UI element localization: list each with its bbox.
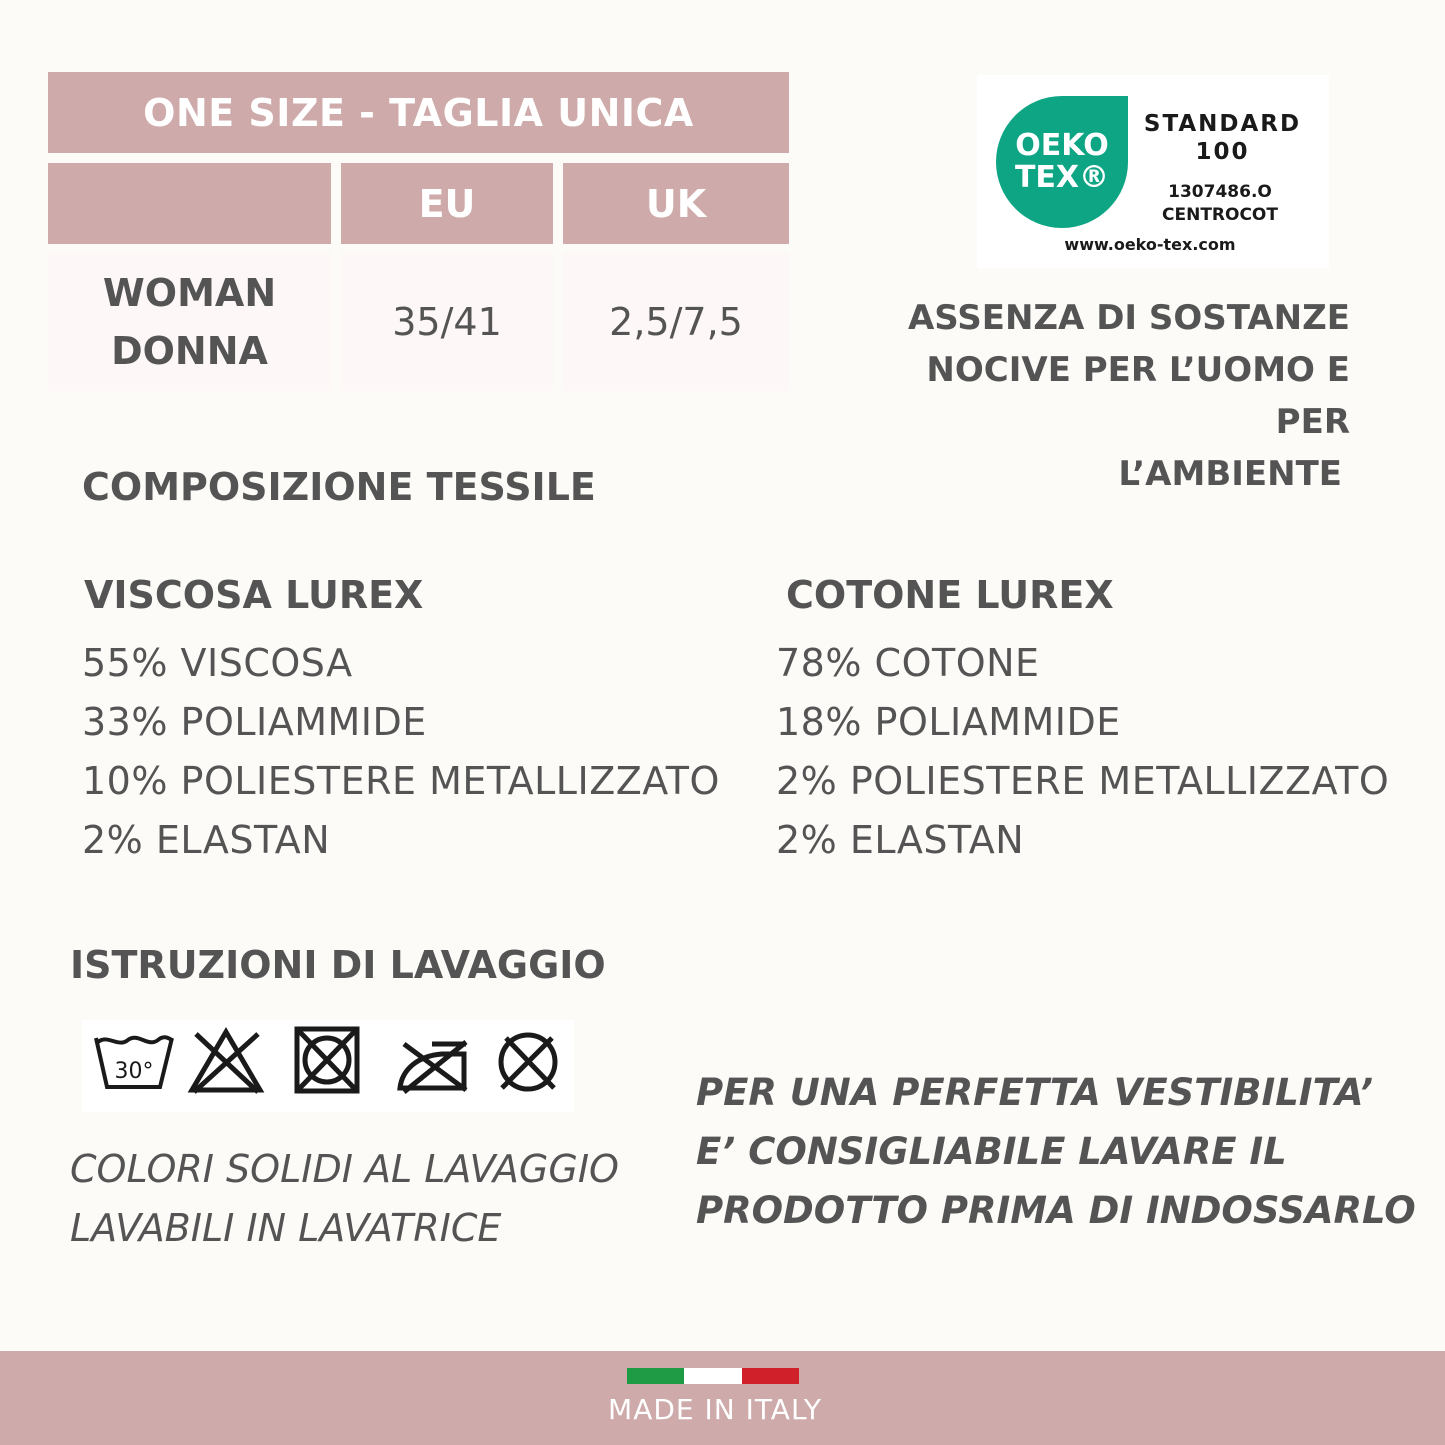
size-table-row-label [48, 253, 331, 391]
flag-white-stripe [684, 1368, 741, 1384]
no-bleach-icon [192, 1032, 260, 1092]
italy-flag-icon [627, 1368, 799, 1384]
viscosa-item: 2% ELASTAN [82, 818, 331, 862]
oeko-tex-logo [996, 96, 1128, 228]
cotone-list [776, 634, 1389, 870]
size-table-uk-value: 2,5/7,5 [563, 253, 789, 391]
cotone-item: 2% ELASTAN [776, 818, 1025, 862]
oeko-cert-number: 1307486.O [1168, 182, 1272, 202]
care-symbols [82, 1020, 574, 1112]
size-table-eu-value: 35/41 [341, 253, 553, 391]
washing-heading: ISTRUZIONI DI LAVAGGIO [70, 943, 606, 987]
flag-green-stripe [627, 1368, 684, 1384]
oeko-description [880, 292, 1350, 500]
size-table-corner-cell [48, 163, 331, 244]
oeko-institute: CENTROCOT [1162, 205, 1278, 225]
row-label-woman: WOMAN [102, 271, 277, 315]
fit-line2: E’ CONSIGLIABILE LAVARE IL [696, 1130, 1287, 1173]
viscosa-item: 10% POLIESTERE METALLIZZATO [82, 759, 720, 803]
no-dry-clean-icon [501, 1035, 555, 1089]
oeko-desc-line2: NOCIVE PER L’UOMO E PER [926, 350, 1350, 442]
cotone-item: 2% POLIESTERE METALLIZZATO [776, 759, 1390, 803]
oeko-certificate [1135, 181, 1305, 227]
made-in-italy: MADE IN ITALY [608, 1393, 822, 1426]
cotone-item: 18% POLIAMMIDE [776, 700, 1121, 744]
size-table-header-eu: EU [341, 163, 553, 244]
wash-temperature: 30° [114, 1059, 154, 1084]
washing-note-line1: COLORI SOLIDI AL LAVAGGIO [70, 1147, 619, 1191]
flag-red-stripe [742, 1368, 799, 1384]
viscosa-list [82, 634, 720, 870]
composition-heading: COMPOSIZIONE TESSILE [82, 465, 596, 509]
row-label-donna: DONNA [111, 329, 268, 373]
fit-recommendation [696, 1063, 1416, 1240]
viscosa-title: VISCOSA LUREX [84, 573, 424, 617]
oeko-standard [1135, 110, 1310, 166]
washing-note-line2: LAVABILI IN LAVATRICE [70, 1206, 502, 1250]
cotone-title: COTONE LUREX [786, 573, 1114, 617]
washing-note [70, 1140, 619, 1258]
no-tumble-dry-icon [297, 1029, 357, 1091]
cotone-item: 78% COTONE [776, 641, 1040, 685]
size-table-header-uk: UK [563, 163, 789, 244]
oeko-desc-line1: ASSENZA DI SOSTANZE [907, 298, 1350, 338]
fit-line1: PER UNA PERFETTA VESTIBILITA’ [696, 1071, 1374, 1114]
oeko-url: www.oeko-tex.com [1064, 235, 1236, 254]
viscosa-item: 33% POLIAMMIDE [82, 700, 427, 744]
oeko-standard-line2: 100 [1195, 139, 1250, 165]
viscosa-item: 55% VISCOSA [82, 641, 353, 685]
oeko-logo-line2: TEX® [1014, 160, 1110, 195]
oeko-standard-line1: STANDARD [1143, 111, 1302, 137]
wash-30-icon [96, 1037, 172, 1087]
size-table-title: ONE SIZE - TAGLIA UNICA [48, 72, 789, 153]
oeko-desc-line3: L’AMBIENTE [1118, 454, 1342, 494]
oeko-logo-line1: OEKO [1015, 128, 1109, 163]
no-iron-icon [400, 1042, 466, 1092]
fit-line3: PRODOTTO PRIMA DI INDOSSARLO [696, 1189, 1416, 1232]
